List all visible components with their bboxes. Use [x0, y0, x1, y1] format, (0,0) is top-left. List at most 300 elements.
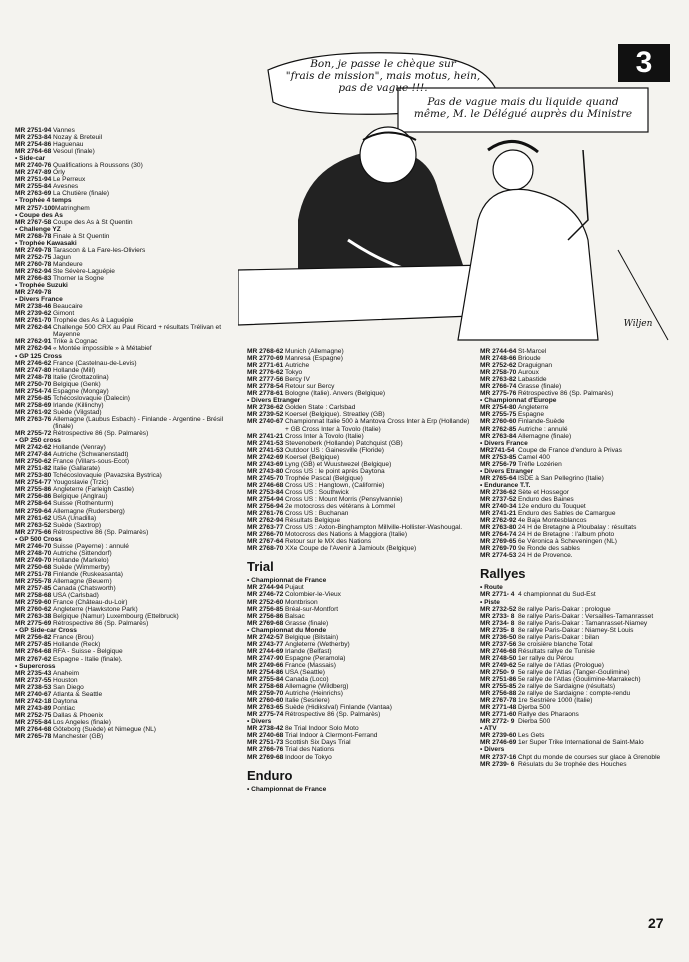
entry-title: Outdoor US : Gainesville (Floride): [285, 446, 384, 454]
index-section: [15, 663, 240, 741]
entry-code: MR 2755-85: [480, 683, 517, 691]
entry-title: Vannes: [53, 127, 75, 134]
index-entry: [480, 591, 680, 598]
index-entry: [247, 683, 475, 690]
index-entry: [15, 190, 240, 197]
index-entry: [480, 355, 680, 362]
entry-code: MR 2746-72: [247, 591, 284, 599]
entry-code: MR 2754-94: [247, 495, 284, 503]
entry-code: MR 2761-62: [15, 514, 52, 522]
entry-code: MR 2767-64: [247, 538, 284, 546]
entry-code: MR 2740-68: [247, 732, 284, 740]
index-entry: [247, 725, 475, 732]
entry-code: MR 2754-80: [480, 404, 517, 412]
index-entry: [15, 641, 240, 648]
entry-code: MR 2751-94: [15, 127, 52, 134]
entry-code: MR 2768-78: [15, 232, 52, 240]
entry-title: La Chutière (finale): [53, 190, 110, 198]
index-entry: [480, 641, 680, 648]
index-entry: [15, 183, 240, 190]
entry-title: Hollande (Markelo): [53, 556, 109, 564]
index-entry: [15, 402, 240, 409]
entry-title: Cross US : Buchanan: [285, 510, 349, 518]
index-section: [480, 599, 680, 726]
entry-title: Angleterre: [518, 404, 549, 412]
index-section: [15, 627, 240, 662]
entry-code: MR 2756-85: [247, 605, 284, 613]
entry-title: Tchécoslovaquie (Dalecin): [53, 394, 130, 402]
entry-title: Göteborg (Suède) et Nimegue (NL): [53, 725, 156, 733]
index-entry: [480, 376, 680, 383]
entry-code: MR 2761-76: [247, 510, 284, 518]
index-entry: [247, 510, 475, 517]
index-entry: [480, 510, 680, 517]
index-entry: [247, 461, 475, 468]
column-2: [247, 348, 475, 793]
entry-title: Orly: [53, 169, 66, 177]
entry-code: MR 2761-70: [15, 317, 52, 325]
index-entry: [480, 754, 680, 761]
entry-code: MR 2750-68: [15, 563, 52, 571]
index-entry: [247, 433, 475, 440]
index-entry: [247, 634, 475, 641]
entry-code: MR 2762-94: [247, 517, 284, 525]
entry-code: MR 2756-79: [480, 460, 517, 468]
bubble1-line-3: pas de vague !!!.: [338, 82, 428, 94]
column-1: [15, 127, 240, 740]
index-entry: [15, 134, 240, 141]
section-title: • Coupe des As: [15, 211, 63, 219]
index-entry: [480, 613, 680, 620]
index-entry: [247, 468, 475, 475]
entry-title: Pontiac: [53, 704, 75, 712]
entry-code: MR 2742-18: [15, 697, 52, 705]
entry-title: Allemagne (Laubus Esbach) - Finlande - Argentine - Brésil (finale): [53, 415, 224, 430]
entry-title: USA (Seattle): [285, 668, 325, 676]
entry-title: Autriche (Heinrichs): [285, 690, 343, 698]
index-entry: [15, 141, 240, 148]
entry-title: Retour sur le MX des Nations: [285, 538, 372, 546]
entry-title: 6e Véronica à Scheveningen (NL): [518, 538, 617, 546]
entry-title: 5e rallye de l'Atlas (Tanger-Goulimine): [518, 668, 630, 676]
entry-code: MR 2759-60: [15, 599, 52, 607]
entry-code: MR 2777-56: [247, 376, 284, 384]
index-entry: [247, 447, 475, 454]
index-entry: [15, 275, 240, 282]
index-entry: [15, 176, 240, 183]
entry-title: Rétrospective 86 (Sp. Palmarès): [53, 430, 149, 438]
index-section: [247, 718, 475, 760]
entry-code: MR 2737-55: [15, 676, 52, 684]
index-entry: [15, 634, 240, 641]
entry-title: Golden State : Carlsbad: [285, 404, 356, 412]
entry-code: MR 2771- 4: [480, 591, 515, 599]
entry-code: MR 2746-68: [480, 647, 517, 655]
entry-code: MR 2750-70: [15, 380, 52, 388]
entry-code: MR 2762-94: [15, 267, 52, 275]
entry-code: MR 2764-74: [480, 531, 517, 539]
index-entry: [247, 496, 475, 503]
entry-title: Retour sur Bercy: [285, 383, 335, 391]
entry-title: Colombier-le-Vieux: [285, 591, 341, 599]
index-entry: [15, 233, 240, 240]
entry-code: MR 2744-69: [247, 647, 284, 655]
entry-code: MR 2756-88: [480, 690, 517, 698]
index-entry: [15, 324, 240, 338]
index-entry: [15, 310, 240, 317]
entry-code: MR 2763-38: [15, 613, 52, 621]
entry-title: Haguenau: [53, 141, 84, 149]
index-section: [480, 725, 680, 746]
entry-title: Rétrospective 86 (Sp. Palmarès): [53, 528, 149, 536]
entry-title: Belgique (Anglrau): [53, 493, 108, 501]
entry-code: MR 2739-52: [247, 411, 284, 419]
index-entry: [247, 591, 475, 598]
section-title: • Trophée 4 temps: [15, 197, 72, 205]
index-entry: [247, 655, 475, 662]
entry-code: MR 2764-68: [15, 725, 52, 733]
entry-title: Cross US : Southwick: [285, 488, 349, 496]
entry-title: Motocross des Nations à Maggiora (Italie): [285, 531, 408, 539]
entry-code: MR 2763-65: [247, 704, 284, 712]
section-title: • GP 250 cross: [15, 437, 61, 445]
index-entry: [247, 369, 475, 376]
entry-code: MR 2766-74: [480, 383, 517, 391]
entry-code: MR 2775-69: [15, 620, 52, 628]
index-entry: [15, 529, 240, 536]
entry-title: Le Perreux: [53, 176, 86, 184]
section-title: • Challenge YZ: [15, 225, 61, 233]
entry-code: MR 2742-57: [247, 633, 284, 641]
index-entry: [480, 362, 680, 369]
index-entry: [480, 418, 680, 425]
entry-title: 8e rallye Paris-Dakar : prologue: [518, 605, 611, 613]
entry-title: France (Castelnau-de-Levis): [53, 359, 137, 367]
index-section: [247, 627, 475, 719]
index-entry: [247, 411, 475, 418]
cartoon-illustration: [238, 40, 678, 345]
index-section: [15, 155, 240, 197]
entry-code: MR 2748-50: [480, 654, 517, 662]
entry-code: MR 2741-21: [247, 432, 284, 440]
index-entry: [480, 739, 680, 746]
entry-code: MR 2763-80: [480, 524, 517, 532]
entry-title: Manchester (GB): [53, 733, 104, 741]
index-entry: [480, 433, 680, 440]
entry-code: MR 2753-84: [247, 488, 284, 496]
index-section: [15, 353, 240, 438]
entry-title: 2e motocross des vétérans à Lommel: [285, 503, 395, 511]
entry-code: MR 2747-84: [15, 451, 52, 459]
entry-code: MR 2737-16: [480, 753, 517, 761]
entry-title: Koersel (Belgique): [285, 453, 340, 461]
entry-title: Autriche (Schwanenstadt): [53, 451, 129, 459]
entry-code: MR 2754-74: [15, 387, 52, 395]
index-section: [15, 296, 240, 352]
index-entry: [480, 761, 680, 768]
entry-title: Dierba 500: [518, 718, 551, 726]
index-entry: [15, 162, 240, 169]
index-entry: [480, 704, 680, 711]
index-entry: [15, 381, 240, 388]
index-entry: [247, 704, 475, 711]
entry-code: MR 2760-78: [15, 260, 52, 268]
entry-title: Beaucaire: [53, 303, 83, 311]
entry-code: MR 2762-84: [15, 324, 52, 332]
entry-code: MR 2740-34: [480, 503, 517, 511]
index-entry: [15, 578, 240, 585]
index-entry: [480, 531, 680, 538]
entry-title: Rallye des Pharaons: [518, 711, 579, 719]
index-section: [15, 212, 240, 226]
entry-title: Hollande (Venray): [53, 444, 106, 452]
index-entry: [480, 538, 680, 545]
entry-code: MR 2766-70: [247, 531, 284, 539]
section-title: • GP 125 Cross: [15, 352, 62, 360]
index-entry: [480, 383, 680, 390]
index-entry: [15, 472, 240, 479]
entry-code: MR 2766-76: [247, 746, 284, 754]
index-entry: [15, 613, 240, 620]
section-title: • Route: [480, 584, 503, 592]
entry-code: MR 2739- 6: [480, 760, 515, 768]
entry-title: 12e enduro du Touquet: [518, 503, 586, 511]
index-entry: [15, 303, 240, 310]
entry-code: MR 2743-80: [247, 467, 284, 475]
index-entry: [480, 348, 680, 355]
entry-code: MR 2748-70: [15, 549, 52, 557]
index-entry: [247, 348, 475, 355]
index-entry: [480, 545, 680, 552]
entry-title: Jagun: [53, 253, 71, 261]
entry-title: Trial des Nations: [285, 746, 335, 754]
entry-code: MR 2763-84: [480, 432, 517, 440]
entry-title: 1er rallye du Pérou: [518, 654, 574, 662]
index-entry: [15, 268, 240, 275]
entry-title: 1re Sestrière 1000 (Italie): [518, 697, 593, 705]
entry-code: MR 2762-92: [480, 517, 517, 525]
entry-title: Gimont: [53, 310, 75, 318]
entry-title: Thorner la Sogne: [53, 274, 104, 282]
entry-code: MR 2749-78: [15, 246, 52, 254]
index-entry: [247, 739, 475, 746]
index-entry: [15, 430, 240, 437]
index-section: [247, 786, 475, 793]
entry-title: Houston: [53, 676, 78, 684]
entry-title: Bréal-sur-Montfort: [285, 605, 339, 613]
entry-title: Pujaut: [285, 584, 304, 592]
entry-code: MR 2759-70: [247, 690, 284, 698]
index-entry: [15, 500, 240, 507]
index-entry: [480, 690, 680, 697]
index-entry: [480, 711, 680, 718]
section-title: • Trophée Suzuki: [15, 282, 68, 290]
entry-code: MR 2761-92: [15, 408, 52, 416]
entry-title: Cross US : le point après Daytona: [285, 467, 385, 475]
index-entry: [15, 169, 240, 176]
entry-code: MR 2760-62: [15, 606, 52, 614]
entry-title: Espagne: [518, 411, 545, 419]
index-entry: [247, 599, 475, 606]
index-entry: [480, 390, 680, 397]
index-entry: [247, 524, 475, 531]
entry-title: Los Angeles (finale): [53, 718, 111, 726]
index-entry: [247, 690, 475, 697]
index-entry: [15, 367, 240, 374]
index-entry: [480, 475, 680, 482]
entry-code: MR 2736-50: [480, 633, 517, 641]
entry-title: Canada (Chatsworth): [53, 585, 116, 593]
entry-title: 8e rallye Paris-Dakar : Niamey-St Louis: [518, 626, 634, 634]
entry-title: Autriche : annulé: [518, 425, 568, 433]
index-entry: [247, 362, 475, 369]
entry-title: Rétrospective 86 (Sp. Palmarès): [285, 711, 381, 719]
index-entry: [247, 531, 475, 538]
index-entry: [480, 669, 680, 676]
entry-title: Nozay & Breteuil: [53, 134, 103, 142]
index-entry: [247, 454, 475, 461]
index-entry: [15, 486, 240, 493]
entry-code: MR 2751-73: [247, 739, 284, 747]
section-title: • Trophée Kawasaki: [15, 239, 77, 247]
entry-title: Cross US : Axton-Binghampton Millville-Hollister-Washougal.: [285, 524, 463, 532]
entry-title: Qualifications à Roussons (30): [53, 162, 143, 170]
entry-code: MR 2763-52: [15, 521, 52, 529]
index-entry: [480, 683, 680, 690]
entry-code: MR2741-54: [480, 446, 515, 454]
entry-code: MR 2758-70: [480, 369, 517, 377]
entry-title: Challenge 500 CRX au Paul Ricard + résultats Trélivan et Mayenne: [53, 324, 222, 339]
index-entry: [15, 317, 240, 324]
entry-code: MR 2746-70: [15, 542, 52, 550]
entry-code: MR 2756-82: [15, 634, 52, 642]
entry-code: MR 2771-60: [480, 711, 517, 719]
index-section: [15, 127, 240, 155]
entry-code: MR 2752-75: [15, 711, 52, 719]
entry-title: Trike à Cognac: [53, 338, 98, 346]
entry-code: MR 2768-70: [247, 545, 284, 553]
index-entry: [15, 571, 240, 578]
entry-title: Finale à St Quentin: [53, 232, 110, 240]
entry-code: MR 2747-89: [15, 169, 52, 177]
entry-code: MR 2736-62: [480, 488, 517, 496]
entry-code: MR 2767-62: [15, 655, 52, 663]
index-entry: [480, 732, 680, 739]
entry-title: San Diego: [53, 683, 84, 691]
entry-title: Angleterre (Farleigh Castle): [53, 486, 134, 494]
index-entry: [247, 669, 475, 676]
index-entry: [15, 247, 240, 254]
entry-title: Hollande (Mill): [53, 366, 96, 374]
index-entry: [247, 538, 475, 545]
section-title: • ATV: [480, 725, 497, 733]
section-title: • Supercross: [15, 662, 56, 670]
category-heading: Enduro: [247, 767, 293, 783]
entry-title: Belgique (Bilstain): [285, 633, 339, 641]
entry-title: 1er Super Trike International de Saint-Malo: [518, 739, 644, 747]
index-entry: [247, 517, 475, 524]
entry-title: USA (Carlsbad): [53, 592, 99, 600]
entry-code: MR 2765-64: [480, 474, 517, 482]
index-entry: [247, 641, 475, 648]
entry-code: MR 2746-62: [15, 359, 52, 367]
entry-title: Atlanta & Seattle: [53, 690, 103, 698]
entry-title: Brioude: [518, 355, 541, 363]
entry-code: MR 2747-90: [247, 654, 284, 662]
entry-title: Manresa (Espagne): [285, 355, 343, 363]
entry-code: MR 2742-69: [247, 453, 284, 461]
section-title: • Divers France: [15, 296, 63, 304]
index-entry: [15, 479, 240, 486]
index-entry: [15, 465, 240, 472]
section-title: • Divers: [247, 718, 272, 726]
index-entry: [15, 219, 240, 226]
category-heading: Trial: [247, 559, 274, 575]
category-heading: Rallyes: [480, 566, 526, 582]
entry-code: MR 2756-86: [15, 493, 52, 501]
entry-code: MR 2752-75: [15, 253, 52, 261]
entry-title: Espagne (Mongay): [53, 387, 109, 395]
index-entry: [15, 289, 240, 296]
index-entry: [480, 454, 680, 461]
entry-title: 4 championnat du Sud-Est: [518, 591, 596, 599]
section-title: • Divers Etranger: [480, 467, 534, 475]
entry-code: MR 2754-77: [15, 479, 52, 487]
entry-code: MR 2755-84: [247, 676, 284, 684]
section-title: • Divers France: [480, 439, 528, 447]
index-section: [480, 468, 680, 482]
entry-title: Tokyo: [285, 369, 303, 377]
index-entry: [15, 458, 240, 465]
entry-title: Munich (Allemagne): [285, 348, 344, 355]
entry-code: MR 2755-72: [15, 430, 52, 438]
index-entry: [15, 127, 240, 134]
entry-title: Championnat Italie 500 à Mantova Cross Inter à Erp (Hollande) + GB Cross Inter à Tovolo (Italie): [285, 418, 470, 433]
entry-title: Grasse (finale): [518, 383, 562, 391]
entry-title: Suisse (Rothenturm): [53, 500, 114, 508]
entry-title: Auroux: [518, 369, 539, 377]
section-title: • Championnat de France: [247, 785, 327, 793]
entry-code: MR 2760-60: [480, 418, 517, 426]
index-entry: [480, 369, 680, 376]
index-entry: [15, 557, 240, 564]
entry-code: MR 2733- 8: [480, 612, 515, 620]
entry-title: Stevenoberk (Hollande) Patchquist (GB): [285, 439, 403, 447]
index-section: [15, 282, 240, 296]
index-entry: [480, 496, 680, 503]
index-section: [480, 482, 680, 560]
entry-code: MR 2760-60: [247, 697, 284, 705]
entry-code: MR 2775-66: [15, 528, 52, 536]
entry-code: MR 2766-83: [15, 274, 52, 282]
bubble2-line-1: Pas de vague mais du liquide quand: [427, 96, 619, 108]
index-entry: [480, 524, 680, 531]
entry-title: Indoor de Tokyo: [285, 753, 332, 761]
entry-title: Belgique (Genk): [53, 380, 101, 388]
entry-title: 24 H de Provence.: [518, 552, 573, 560]
index-entry: [15, 599, 240, 606]
entry-title: Espagne (Peramola): [285, 654, 346, 662]
index-entry: [480, 606, 680, 613]
entry-title: Coupe des As à St Quentin: [53, 218, 133, 226]
entry-code: MR 2762-91: [15, 338, 52, 346]
entry-code: MR 2765-78: [15, 733, 52, 741]
entry-title: Chpt du monde de courses sur glace à Grenoble: [518, 753, 661, 761]
index-entry: [15, 515, 240, 522]
entry-title: Résultats Belgique: [285, 517, 340, 525]
entry-title: 8e rallye Paris-Dakar : Versailles-Tamanrasset: [518, 612, 654, 620]
entry-code: MR 2767-78: [480, 697, 517, 705]
